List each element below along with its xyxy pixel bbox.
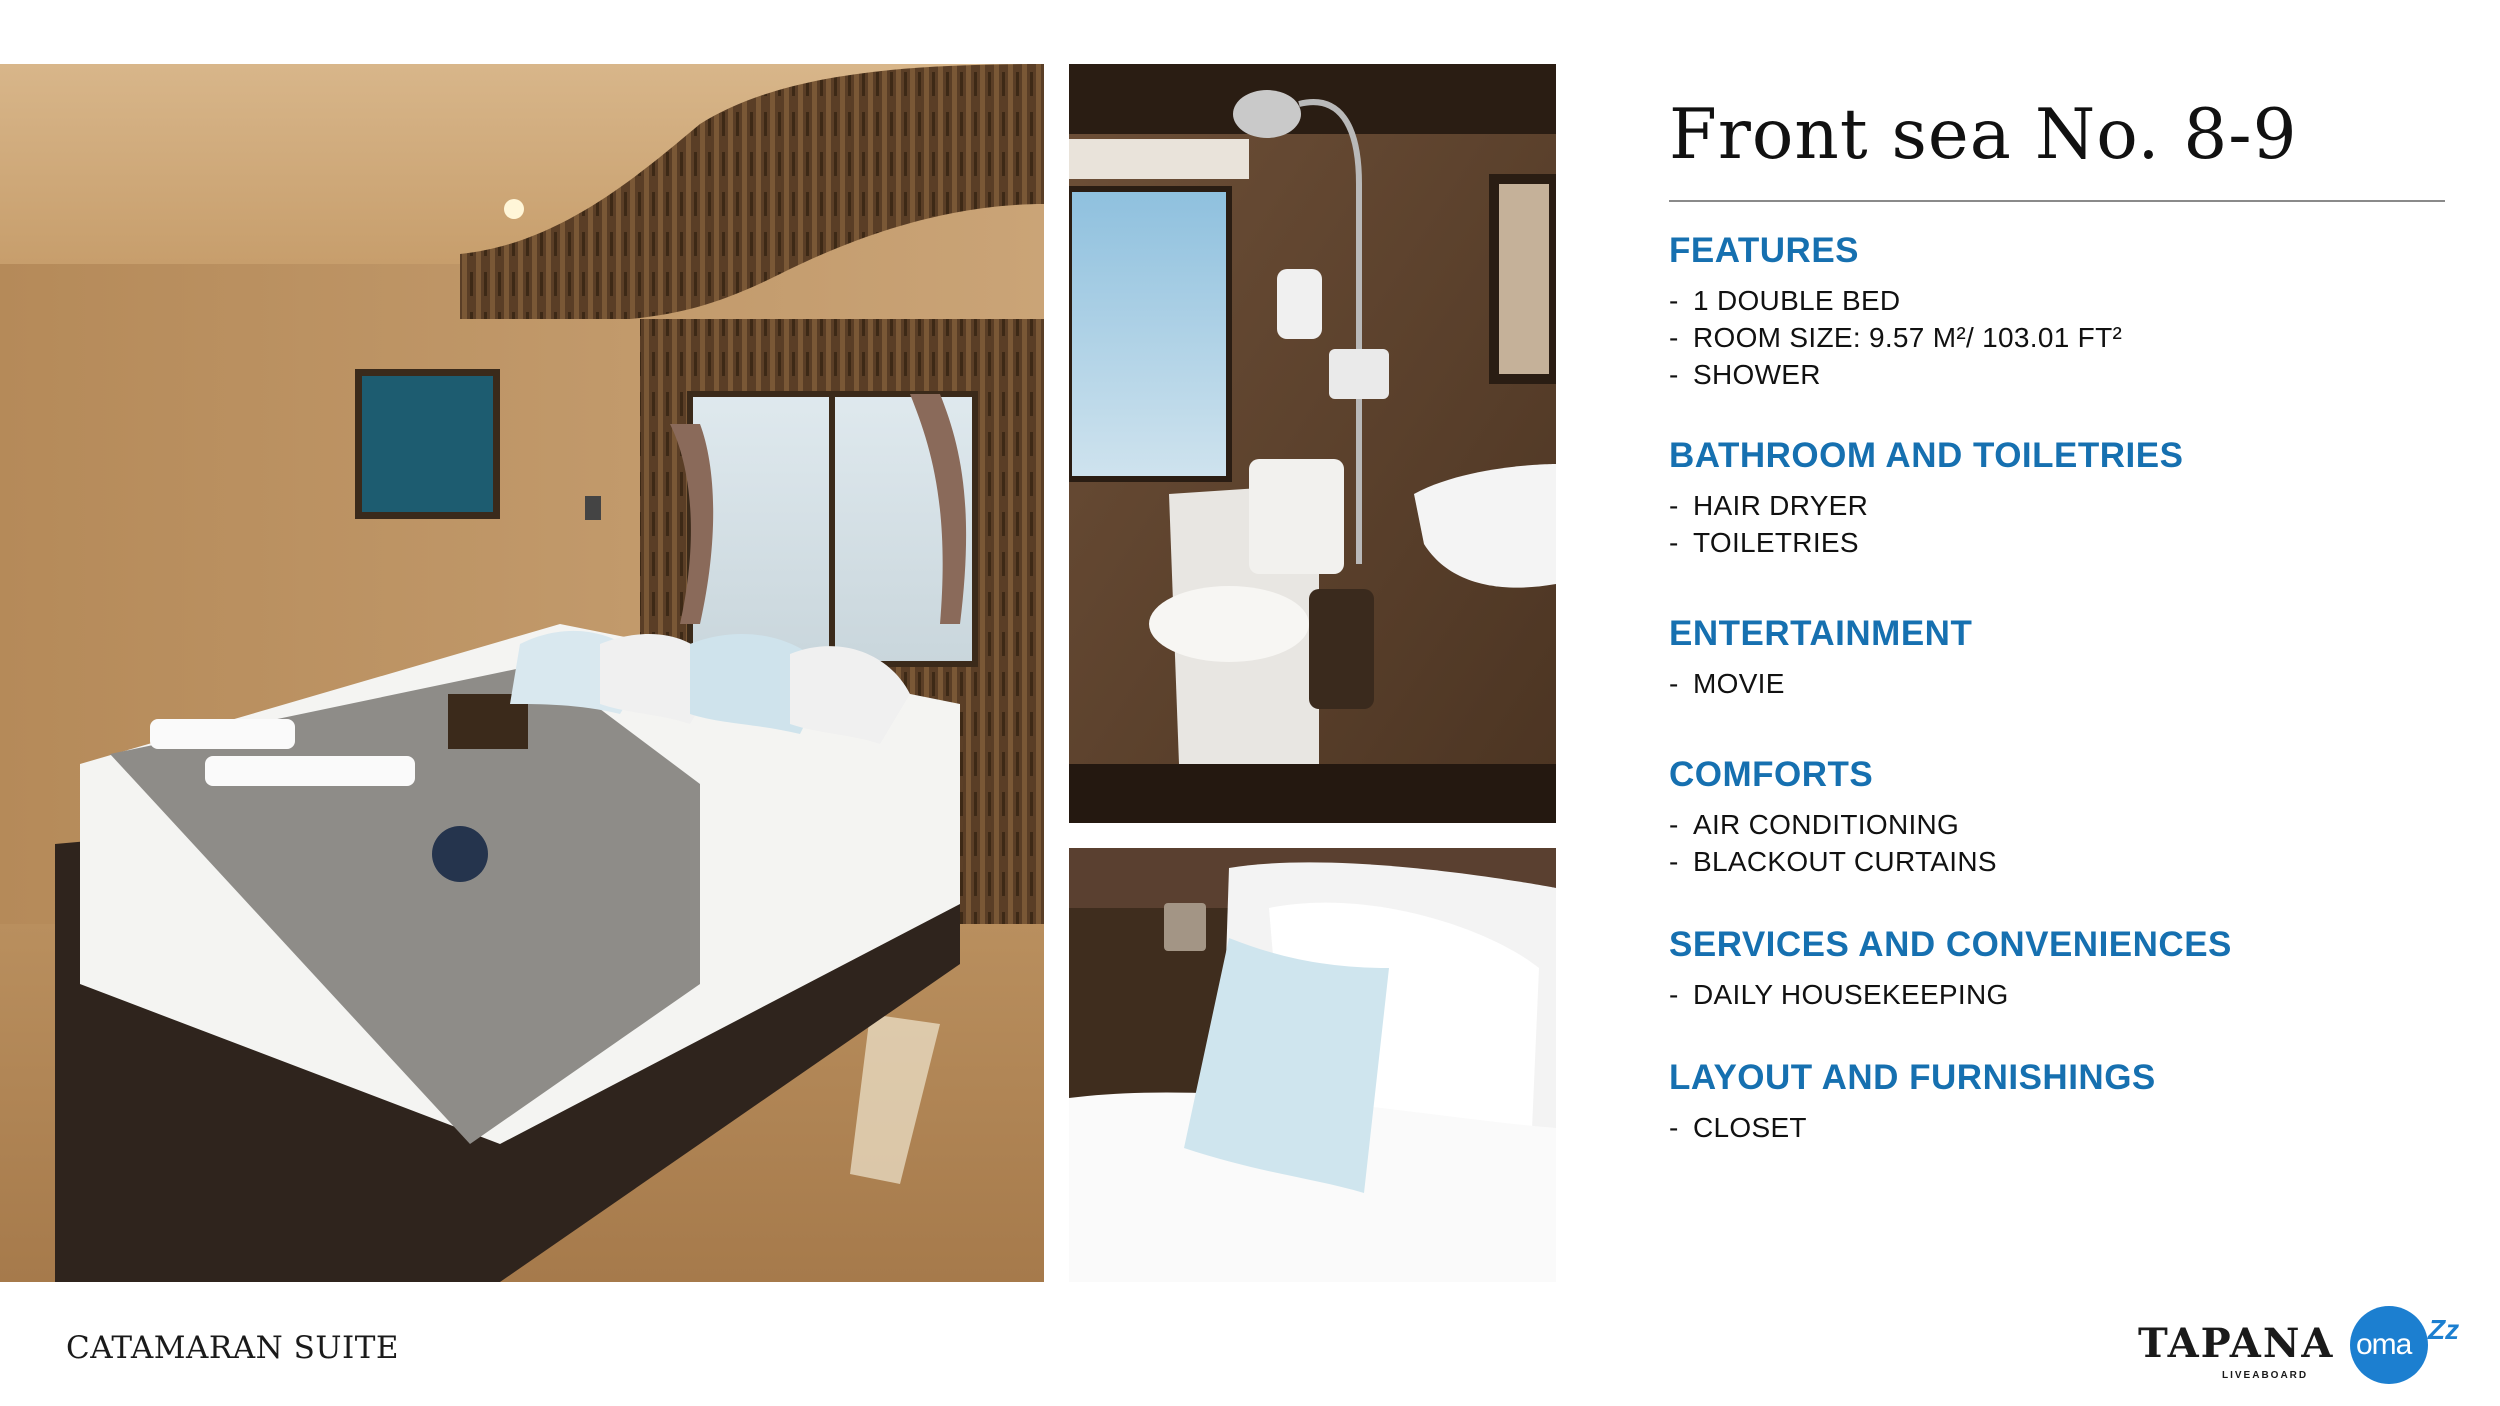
pillows-illustration [1069,848,1556,1282]
section-list [1669,665,2445,702]
section-entertainment [1669,613,2445,702]
title-divider [1669,200,2445,202]
section-heading: LAYOUT AND FURNISHINGS [1669,1058,2156,1097]
section-services-and-conveniences [1669,924,2445,1013]
section-heading: FEATURES [1669,231,1860,270]
section-bathroom-and-toiletries [1669,435,2445,561]
list-item: - BLACKOUT CURTAINS [1669,846,1997,877]
footer-room-category: CATAMARAN SUITE [66,1330,400,1366]
list-item: - HAIR DRYER [1669,490,1869,521]
room-info-panel [1669,90,2445,1143]
bedroom-photo [0,64,1044,1282]
bedroom-illustration [0,64,1044,1282]
section-layout-and-furnishings [1669,1057,2445,1146]
section-list [1669,282,2445,393]
room-title: Front sea No. 8-9 [1669,95,2298,175]
brand-badge-text: oma [2356,1328,2412,1361]
section-comforts [1669,754,2445,880]
section-heading: COMFORTS [1669,755,1874,794]
list-item: - TOILETRIES [1669,527,1859,558]
brand-name: TAPANA [2138,1320,2335,1367]
list-item: - AIR CONDITIONING [1669,809,1960,840]
brand-logo [2130,1300,2475,1390]
brand-badge-tail: Zz [2428,1314,2460,1345]
list-item: - MOVIE [1669,668,1785,699]
list-item: - ROOM SIZE: 9.57 M²/ 103.01 FT² [1669,322,2123,353]
list-item: - CLOSET [1669,1112,1807,1143]
section-heading: SERVICES AND CONVENIENCES [1669,925,2232,964]
pillows-photo [1069,848,1556,1282]
section-list [1669,976,2445,1013]
section-list [1669,806,2445,880]
list-item: - DAILY HOUSEKEEPING [1669,979,2009,1010]
list-item: - SHOWER [1669,359,1821,390]
brand-subtitle: LIVEABOARD [2222,1370,2309,1381]
section-features [1669,230,2445,393]
bathroom-illustration [1069,64,1556,823]
section-heading: ENTERTAINMENT [1669,614,1973,653]
bathroom-photo [1069,64,1556,823]
section-list [1669,487,2445,561]
section-heading: BATHROOM AND TOILETRIES [1669,436,2184,475]
list-item: - 1 DOUBLE BED [1669,285,1901,316]
section-list [1669,1109,2445,1146]
